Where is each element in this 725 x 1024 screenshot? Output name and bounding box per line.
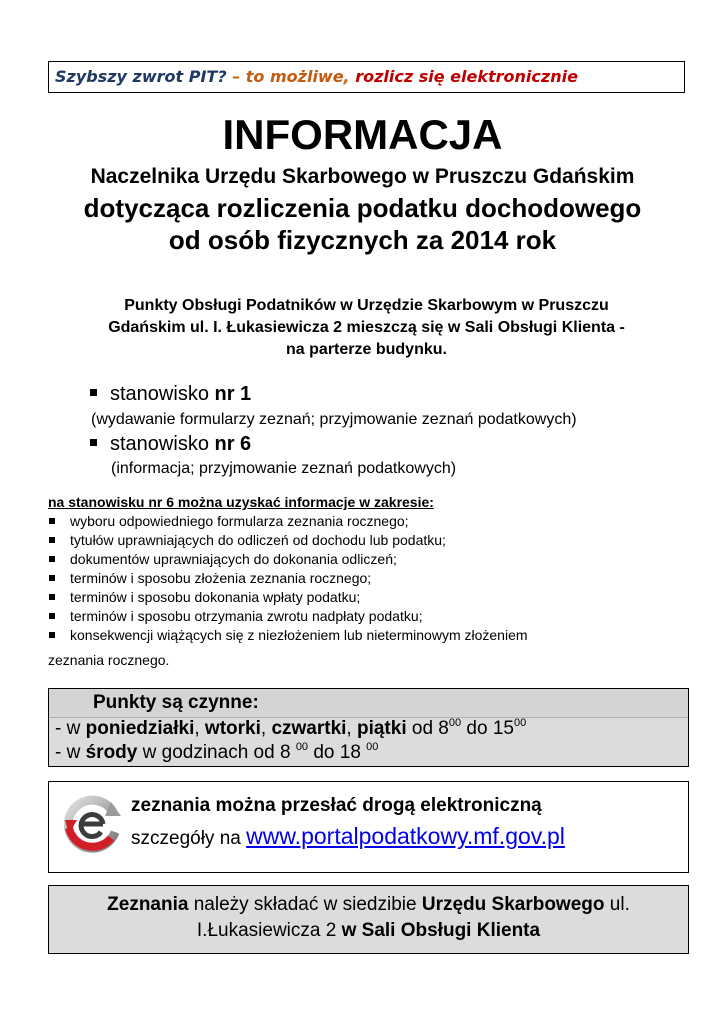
list-item: dokumentów uprawniających do dokonania odliczeń; (48, 550, 688, 569)
promo-banner (48, 61, 685, 93)
page-title: INFORMACJA (222, 111, 503, 158)
list-item: konsekwencji wiążących się z niezłożeniem lub nieterminowym złożeniem (48, 626, 688, 645)
list-item: terminów i sposobu otrzymania zwrotu nadpłaty podatku; (48, 607, 688, 626)
station-1-number: nr 1 (214, 383, 252, 405)
station-1 (90, 382, 251, 406)
station-1-desc: (wydawanie formularzy zeznań; przyjmowanie zeznań podatkowych) (91, 411, 577, 428)
opening-hours-header (49, 689, 688, 718)
station-6-number: nr 6 (214, 433, 252, 455)
square-bullet-icon (49, 594, 55, 600)
station-6-desc: (informacja; przyjmowanie zeznań podatkowych) (111, 460, 457, 477)
list-item: terminów i sposobu dokonania wpłaty podatku; (48, 588, 688, 607)
subject-line-2: od osób fizycznych za 2014 rok (168, 225, 557, 255)
list-item: wyboru odpowiedniego formularza zeznania rocznego; (48, 512, 688, 531)
square-bullet-icon (49, 518, 55, 524)
hours-line-weekdays: - w poniedziałki, wtorki, czwartki, piątki od $8^{00}$ do $15^{00}$ (55, 717, 527, 739)
e-declaration-logo-icon (61, 792, 123, 856)
day-tuesday: wtorki (204, 718, 261, 739)
subject-heading (0, 192, 725, 256)
banner-settle: rozlicz się elektronicznie (355, 67, 578, 86)
opening-hours-box (48, 688, 689, 767)
info-list-continuation: zeznania rocznego. (48, 652, 170, 668)
list-item: tytułów uprawniających do odliczeń od dochodu lub podatku; (48, 531, 688, 550)
square-bullet-icon (49, 556, 55, 562)
day-thursday: czwartki (271, 718, 347, 739)
electronic-filing-heading: zeznania można przesłać drogą elektroniczną (131, 795, 542, 816)
list-item: terminów i sposobu złożenia zeznania rocznego; (48, 569, 688, 588)
filing-line-2: I.Łukasiewicza 2 w Sali Obsługi Klienta (196, 920, 541, 941)
electronic-filing-box (48, 781, 689, 873)
square-bullet-icon (49, 632, 55, 638)
banner-possible: to możliwe, (245, 67, 356, 86)
day-monday: poniedziałki (85, 718, 195, 739)
portal-link[interactable]: www.portalpodatkowy.mf.gov.pl (246, 823, 565, 849)
points-line-2: Gdańskim ul. I. Łukasiewicza 2 mieszczą się w Sali Obsługi Klienta - (108, 319, 625, 336)
banner-dash: – (226, 67, 246, 86)
station-6-label: stanowisko (110, 433, 215, 455)
day-wednesday: środy (85, 742, 138, 763)
points-line-3: na parterze budynku. (286, 341, 447, 358)
square-bullet-icon (49, 537, 55, 543)
banner-question: Szybszy zwrot PIT? (55, 67, 227, 86)
day-friday: piątki (356, 718, 407, 739)
filing-location-box (48, 885, 689, 954)
electronic-filing-details: szczegóły na www.portalpodatkowy.mf.gov.pl (131, 823, 565, 849)
square-bullet-icon (49, 613, 55, 619)
square-bullet-icon (90, 389, 97, 396)
subject-line-1: dotycząca rozliczenia podatku dochodowego (83, 193, 642, 223)
square-bullet-icon (49, 575, 55, 581)
service-points-paragraph (48, 295, 685, 361)
info-scope-heading: na stanowisku nr 6 można uzyskać informacje w zakresie: (48, 494, 434, 510)
station-6 (90, 432, 251, 456)
hours-line-wednesday: - w środy w godzinach od 8 $^{00}$ do 18 $^{00}$ (55, 741, 379, 763)
info-scope-list (48, 512, 688, 645)
filing-line-1: Zeznania należy składać w siedzibie Urzędu Skarbowego ul. (107, 894, 630, 915)
station-1-label: stanowisko (110, 383, 215, 405)
issuer-line: Naczelnika Urzędu Skarbowego w Pruszczu Gdańskim (90, 165, 635, 188)
opening-hours-heading: Punkty są czynne: (93, 692, 259, 713)
square-bullet-icon (90, 439, 97, 446)
points-line-1: Punkty Obsługi Podatników w Urzędzie Skarbowym w Pruszczu (124, 297, 609, 314)
